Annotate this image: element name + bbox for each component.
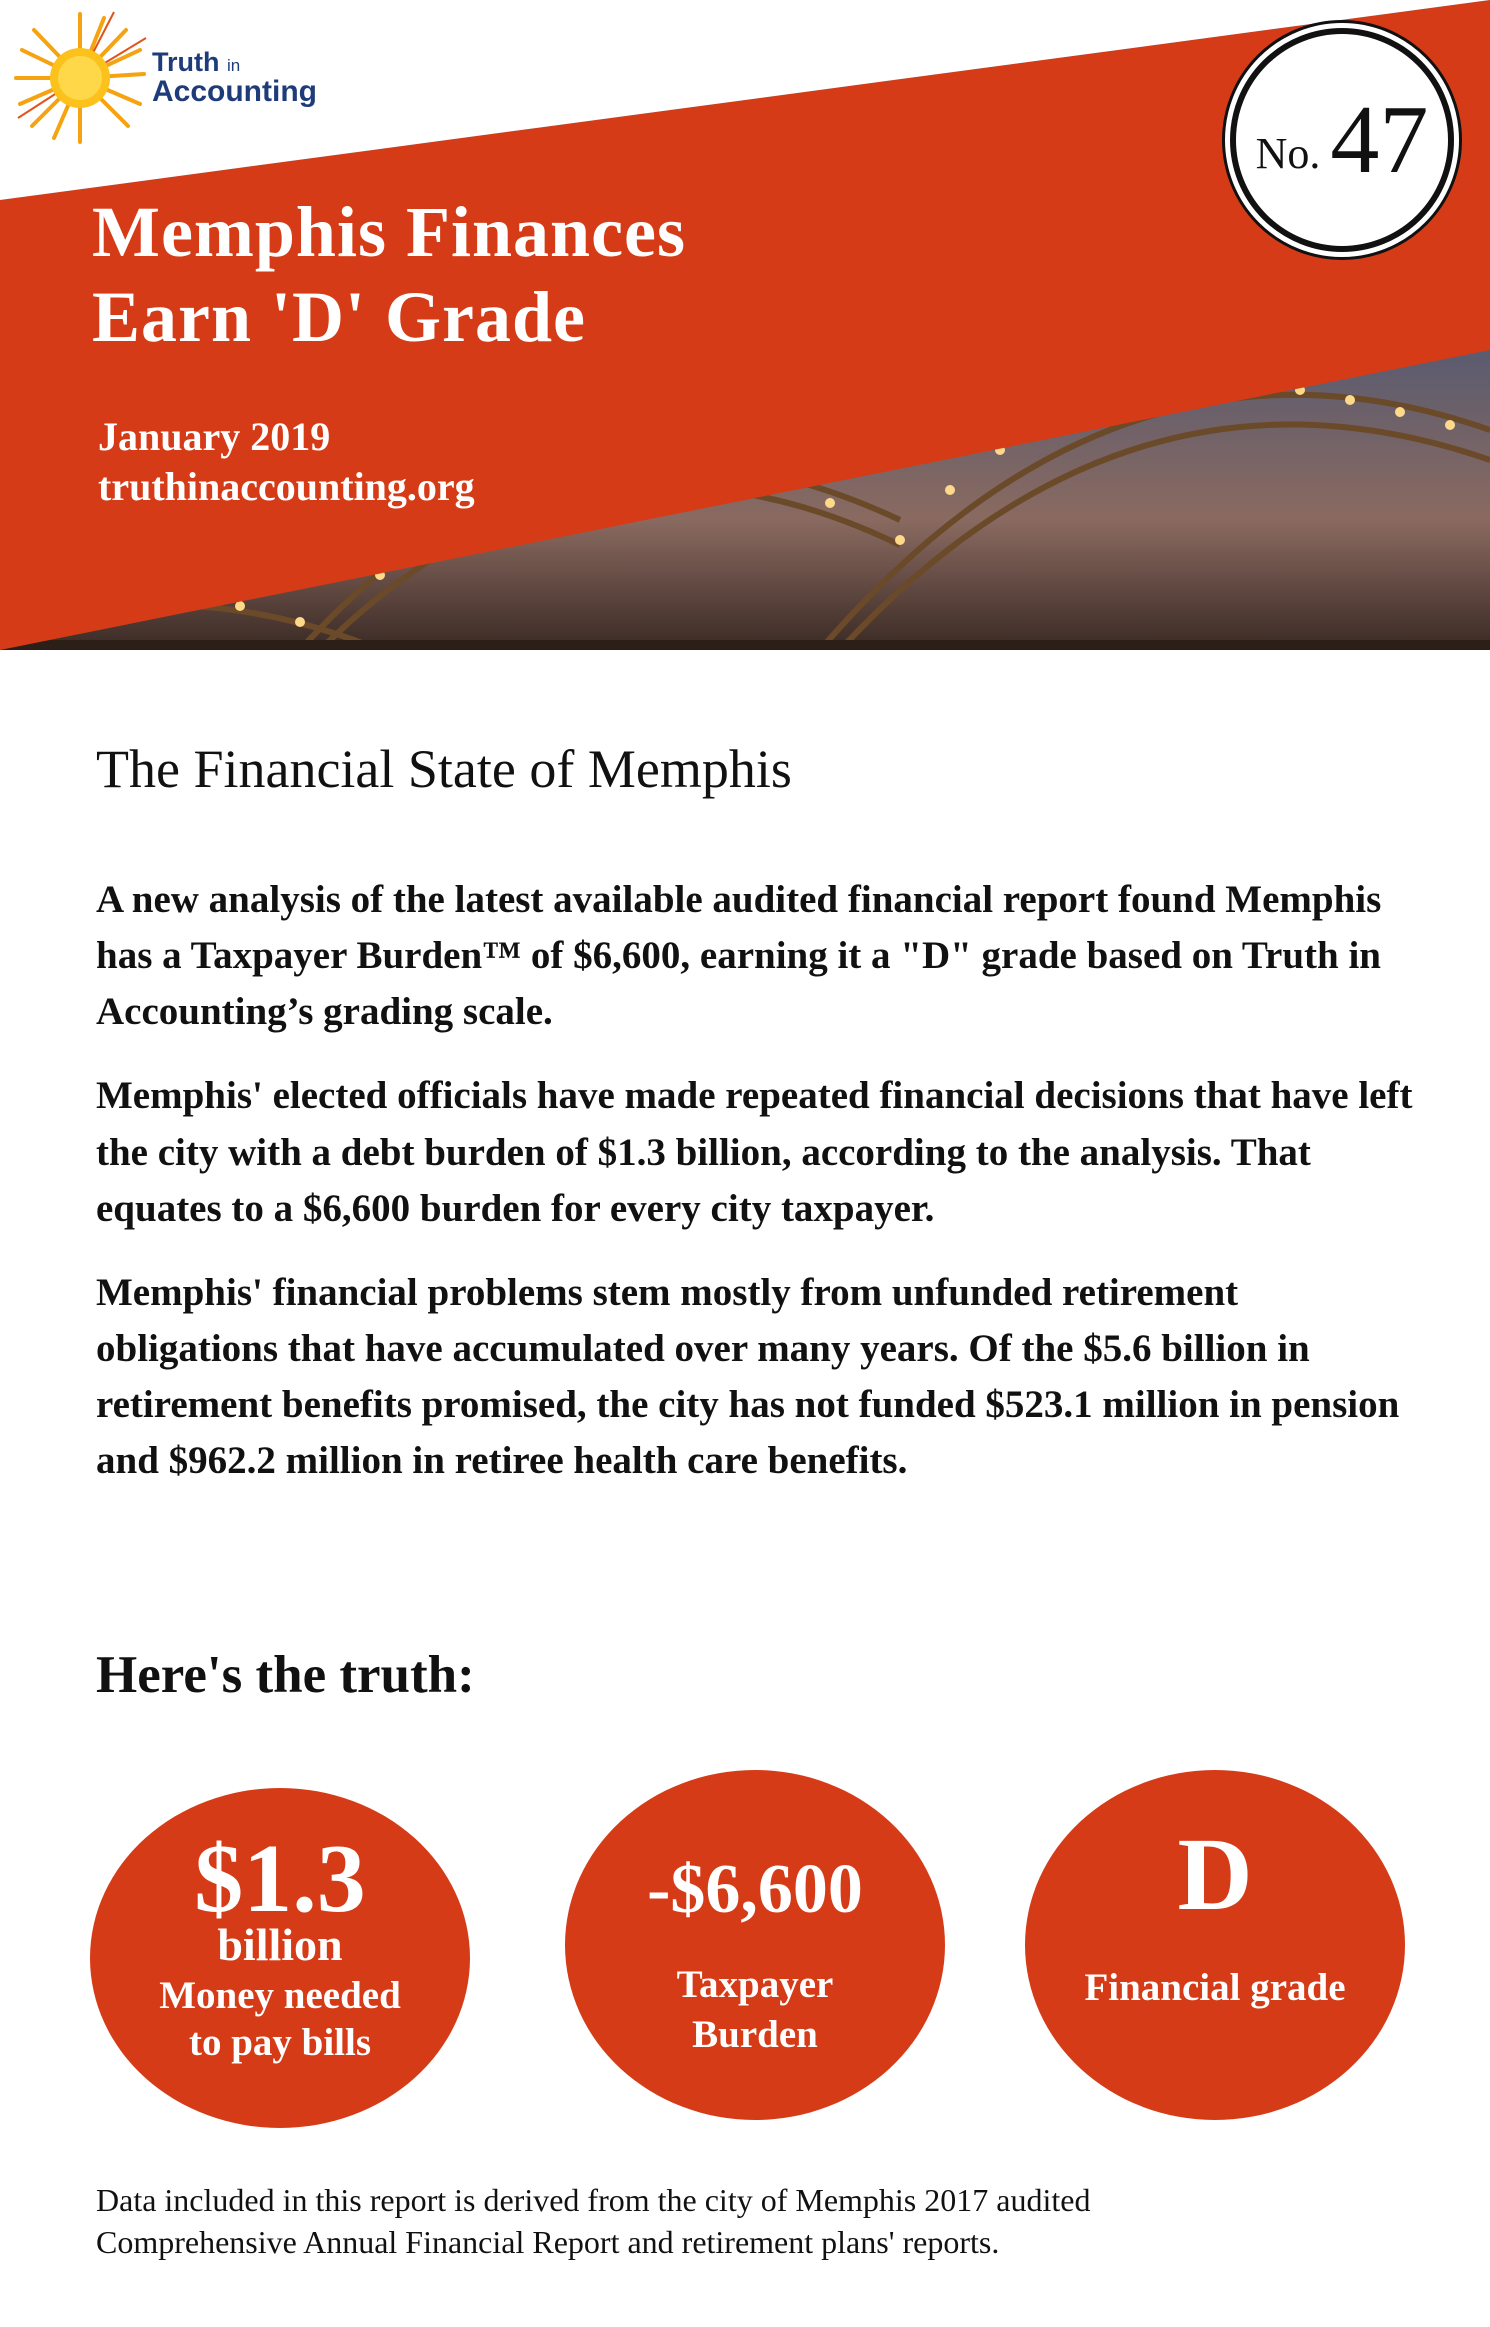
stat-grade-label: Financial grade bbox=[1084, 1966, 1346, 2009]
publish-date: January 2019 bbox=[98, 414, 331, 459]
stat-burden-value: -$6,600 bbox=[647, 1851, 863, 1928]
stat-money-label bbox=[90, 1973, 470, 2067]
stat-grade-value: D bbox=[1177, 1817, 1253, 1932]
stat-burden-label bbox=[565, 1960, 945, 2059]
page-title bbox=[92, 190, 686, 360]
stat-money-label-line1: Money needed bbox=[159, 1974, 401, 2017]
badge-number: 47 bbox=[1330, 86, 1429, 194]
issue-number-badge bbox=[1222, 20, 1462, 260]
logo[interactable] bbox=[10, 8, 317, 158]
body-paragraphs bbox=[96, 872, 1426, 1518]
paragraph: A new analysis of the latest available audited financial report found Memphis has a Taxpayer Burden™ of $6,600, earning it a "D" grade based on Truth in Accounting’s grading scale. bbox=[96, 878, 1382, 1034]
footnote-line2: Comprehensive Annual Financial Report and retirement plans' reports. bbox=[96, 2223, 1000, 2260]
logo-line1-small: in bbox=[227, 56, 241, 75]
paragraph: Memphis' elected officials have made repeated financial decisions that have left the city with a debt burden of $1.3 billion, according to the analysis. That equates to a $6,600 burden for every city taxpayer. bbox=[96, 1074, 1413, 1230]
stat-grade-circle bbox=[1025, 1770, 1405, 2120]
stat-money-value: $1.3 bbox=[194, 1825, 366, 1933]
stat-burden-label-line2: Burden bbox=[692, 2012, 818, 2056]
stat-burden-circle bbox=[565, 1770, 945, 2120]
stat-money-circle bbox=[90, 1788, 470, 2128]
logo-text bbox=[152, 48, 317, 108]
footnote bbox=[96, 2180, 1396, 2263]
stat-money-label-line2: to pay bills bbox=[188, 2020, 372, 2064]
logo-line2: Accounting bbox=[152, 75, 317, 109]
title-line1: Memphis Finances bbox=[92, 192, 687, 272]
truth-heading: Here's the truth: bbox=[96, 1646, 475, 1704]
logo-line1: Truth bbox=[152, 47, 220, 77]
website-link[interactable]: truthinaccounting.org bbox=[98, 464, 475, 509]
header-banner bbox=[0, 0, 1490, 650]
footnote-line1: Data included in this report is derived from the city of Memphis 2017 audited bbox=[96, 2182, 1091, 2218]
sun-icon bbox=[10, 8, 150, 148]
date-block bbox=[98, 412, 475, 512]
section-heading: The Financial State of Memphis bbox=[96, 739, 792, 799]
badge-prefix: No. bbox=[1255, 128, 1321, 178]
stat-money-unit: billion bbox=[217, 1919, 343, 1970]
stat-burden-label-line1: Taxpayer bbox=[676, 1963, 834, 2006]
paragraph: Memphis' financial problems stem mostly from unfunded retirement obligations that have accumulated over many years. Of the $5.6 billion in retirement benefits promised, the city has not funded $523.1 million in pension and $962.2 million in retiree health care benefits. bbox=[96, 1270, 1400, 1483]
title-line2: Earn 'D' Grade bbox=[92, 276, 586, 357]
